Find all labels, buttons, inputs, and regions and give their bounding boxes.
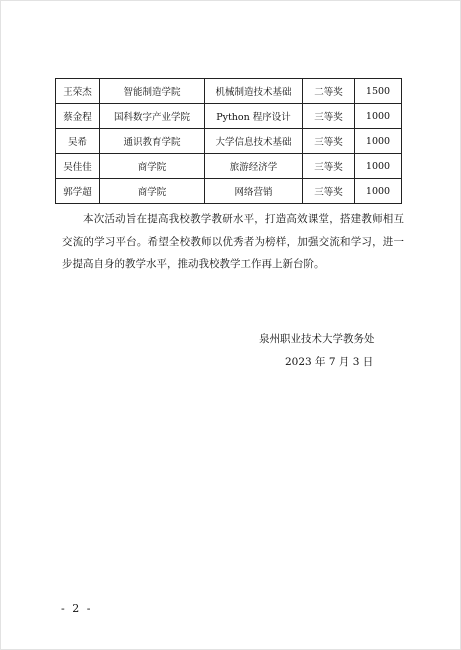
award-level-cell: 三等奖 [303, 154, 355, 179]
signature-date: 2023 年 7 月 3 日 [285, 356, 374, 368]
prize-amount-cell: 1500 [355, 79, 402, 104]
prize-amount-cell: 1000 [355, 104, 402, 129]
body-paragraph: 本次活动旨在提高我校教学教研水平，打造高效课堂，搭建教师相互交流的学习平台。希望全校教师以优秀者为榜样，加强交流和学习，进一步提高自身的教学水平，推动我校教学工作再上新台阶。 [62, 213, 404, 271]
college-cell: 商学院 [100, 154, 205, 179]
table-row [56, 154, 402, 179]
winner-name-cell: 蔡金程 [56, 104, 100, 129]
table-row [56, 79, 402, 104]
winner-name-cell: 吴希 [56, 129, 100, 154]
college-cell: 商学院 [100, 179, 205, 204]
award-level-cell: 三等奖 [303, 104, 355, 129]
page-number: - 2 - [61, 602, 93, 615]
course-cell: 机械制造技术基础 [205, 79, 303, 104]
table-row [56, 179, 402, 204]
prize-amount-cell: 1000 [355, 179, 402, 204]
winner-name-cell: 郭学超 [56, 179, 100, 204]
table-row [56, 129, 402, 154]
college-cell: 国科数字产业学院 [100, 104, 205, 129]
course-cell: Python 程序设计 [205, 104, 303, 129]
course-cell: 网络营销 [205, 179, 303, 204]
college-cell: 通识教育学院 [100, 129, 205, 154]
award-level-cell: 三等奖 [303, 179, 355, 204]
award-level-cell: 三等奖 [303, 129, 355, 154]
prize-amount-cell: 1000 [355, 129, 402, 154]
signature-organization: 泉州职业技术大学教务处 [259, 333, 375, 345]
course-cell: 大学信息技术基础 [205, 129, 303, 154]
table-row [56, 104, 402, 129]
award-level-cell: 二等奖 [303, 79, 355, 104]
award-table [55, 78, 402, 204]
course-cell: 旅游经济学 [205, 154, 303, 179]
winner-name-cell: 王荣杰 [56, 79, 100, 104]
winner-name-cell: 吴佳佳 [56, 154, 100, 179]
prize-amount-cell: 1000 [355, 154, 402, 179]
college-cell: 智能制造学院 [100, 79, 205, 104]
